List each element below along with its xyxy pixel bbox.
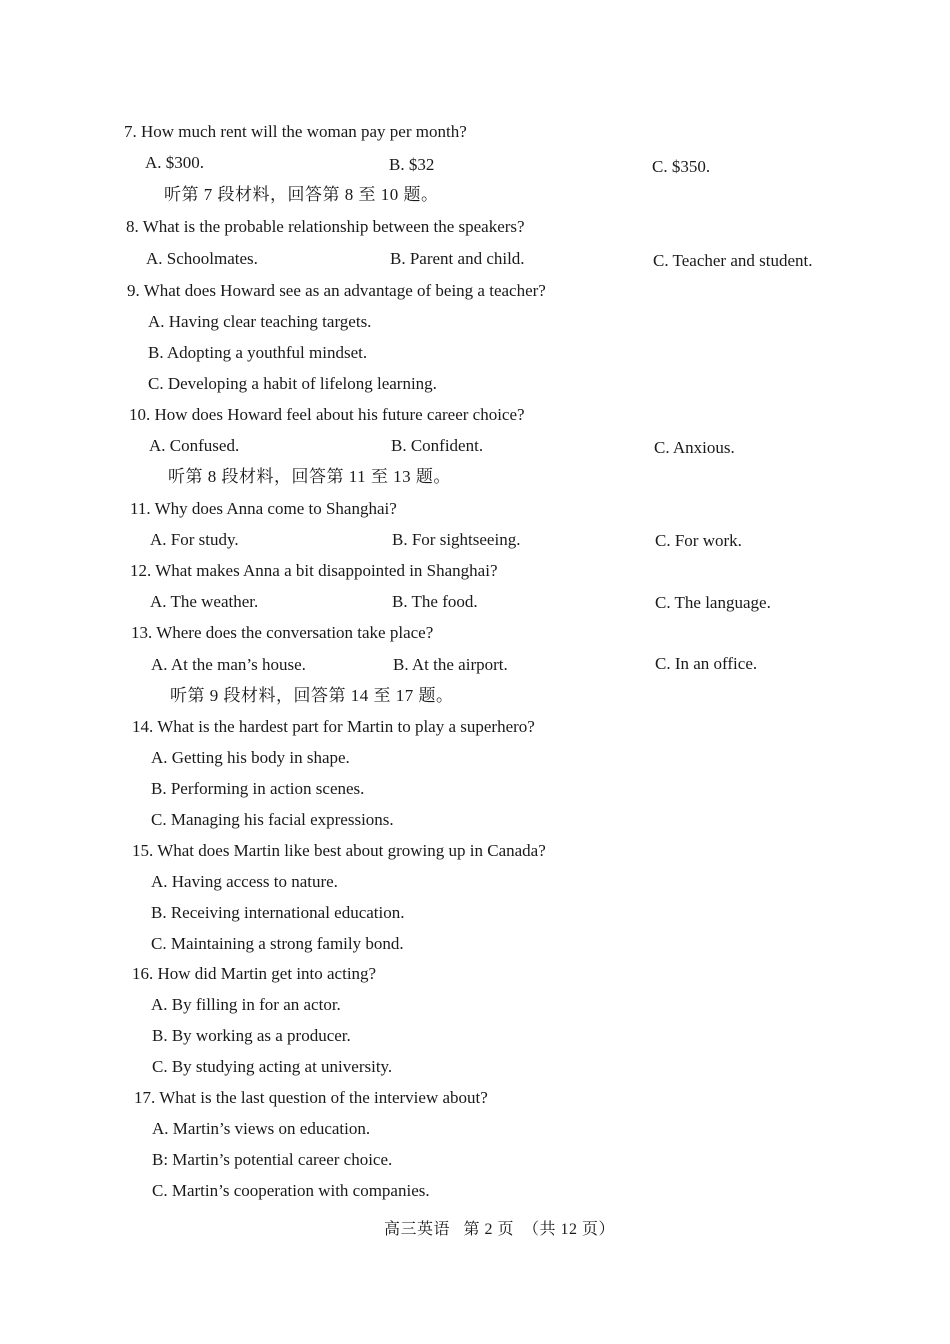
q15-option-b: B. Receiving international education. bbox=[151, 903, 405, 922]
q17-option-a: A. Martin’s views on education. bbox=[152, 1119, 371, 1138]
q11-option-b: B. For sightseeing. bbox=[392, 530, 521, 549]
q14-option-b: B. Performing in action scenes. bbox=[151, 779, 365, 798]
footer-page-number: 第 2 页 bbox=[463, 1221, 515, 1238]
q8-option-b: B. Parent and child. bbox=[390, 249, 525, 268]
q14-option-c: C. Managing his facial expressions. bbox=[151, 810, 394, 829]
question-number: 15. bbox=[132, 841, 154, 860]
q7-option-c: C. $350. bbox=[652, 157, 711, 176]
question-11 bbox=[130, 498, 397, 520]
q9-option-b: B. Adopting a youthful mindset. bbox=[148, 343, 368, 362]
q9-option-c: C. Developing a habit of lifelong learning. bbox=[148, 374, 437, 393]
question-number: 17. bbox=[134, 1088, 156, 1107]
question-text: What does Howard see as an advantage of being a teacher? bbox=[143, 281, 546, 300]
q15-option-c: C. Maintaining a strong family bond. bbox=[151, 934, 404, 953]
footer-total-pages: （共 12 页） bbox=[523, 1221, 616, 1238]
q7-option-a: A. $300. bbox=[145, 153, 205, 172]
question-text: Where does the conversation take place? bbox=[156, 623, 434, 642]
question-17 bbox=[134, 1087, 488, 1109]
question-number: 7. bbox=[124, 122, 137, 141]
question-text: What makes Anna a bit disappointed in Shanghai? bbox=[155, 561, 498, 580]
section-heading-8: 听第 8 段材料，回答第 11 至 13 题。 bbox=[168, 467, 451, 486]
q8-option-c: C. Teacher and student. bbox=[653, 251, 813, 270]
question-text: What is the hardest part for Martin to play a superhero? bbox=[157, 717, 535, 736]
q11-option-a: A. For study. bbox=[150, 530, 239, 549]
section-heading-7: 听第 7 段材料，回答第 8 至 10 题。 bbox=[164, 185, 439, 204]
question-number: 16. bbox=[132, 964, 154, 983]
q14-option-a: A. Getting his body in shape. bbox=[151, 748, 350, 767]
question-number: 11. bbox=[130, 499, 151, 518]
q13-option-b: B. At the airport. bbox=[393, 655, 508, 674]
q10-option-b: B. Confident. bbox=[391, 436, 484, 455]
question-13 bbox=[131, 622, 433, 644]
q7-option-b: B. $32 bbox=[389, 155, 435, 174]
question-number: 10. bbox=[129, 405, 151, 424]
question-9 bbox=[127, 280, 546, 302]
page-footer bbox=[384, 1219, 615, 1241]
question-text: What does Martin like best about growing up in Canada? bbox=[157, 841, 546, 860]
question-number: 12. bbox=[130, 561, 152, 580]
question-text: How much rent will the woman pay per month? bbox=[141, 122, 467, 141]
question-7 bbox=[124, 121, 467, 143]
q8-option-a: A. Schoolmates. bbox=[146, 249, 258, 268]
q10-option-c: C. Anxious. bbox=[654, 438, 735, 457]
question-text: What is the last question of the interview about? bbox=[159, 1088, 488, 1107]
question-number: 8. bbox=[126, 217, 139, 236]
question-text: Why does Anna come to Shanghai? bbox=[154, 499, 397, 518]
question-14 bbox=[132, 716, 535, 738]
question-8 bbox=[126, 216, 525, 238]
q17-option-c: C. Martin’s cooperation with companies. bbox=[152, 1181, 430, 1200]
q13-option-a: A. At the man’s house. bbox=[151, 655, 306, 674]
q17-option-b: B: Martin’s potential career choice. bbox=[152, 1150, 393, 1169]
question-number: 13. bbox=[131, 623, 153, 642]
q9-option-a: A. Having clear teaching targets. bbox=[148, 312, 372, 331]
q12-option-a: A. The weather. bbox=[150, 592, 259, 611]
question-12 bbox=[130, 560, 498, 582]
q13-option-c: C. In an office. bbox=[655, 654, 758, 673]
question-16 bbox=[132, 963, 376, 985]
footer-subject: 高三英语 bbox=[384, 1221, 451, 1238]
question-text: How does Howard feel about his future career choice? bbox=[154, 405, 525, 424]
q16-option-b: B. By working as a producer. bbox=[152, 1026, 351, 1045]
section-heading-9: 听第 9 段材料，回答第 14 至 17 题。 bbox=[170, 686, 454, 705]
q16-option-c: C. By studying acting at university. bbox=[152, 1057, 393, 1076]
q12-option-c: C. The language. bbox=[655, 593, 771, 612]
question-text: How did Martin get into acting? bbox=[157, 964, 377, 983]
question-10 bbox=[129, 404, 525, 426]
q11-option-c: C. For work. bbox=[655, 531, 742, 550]
question-number: 14. bbox=[132, 717, 154, 736]
question-text: What is the probable relationship between the speakers? bbox=[142, 217, 525, 236]
q15-option-a: A. Having access to nature. bbox=[151, 872, 338, 891]
q12-option-b: B. The food. bbox=[392, 592, 478, 611]
question-number: 9. bbox=[127, 281, 140, 300]
question-15 bbox=[132, 840, 546, 862]
q10-option-a: A. Confused. bbox=[149, 436, 240, 455]
q16-option-a: A. By filling in for an actor. bbox=[151, 995, 341, 1014]
